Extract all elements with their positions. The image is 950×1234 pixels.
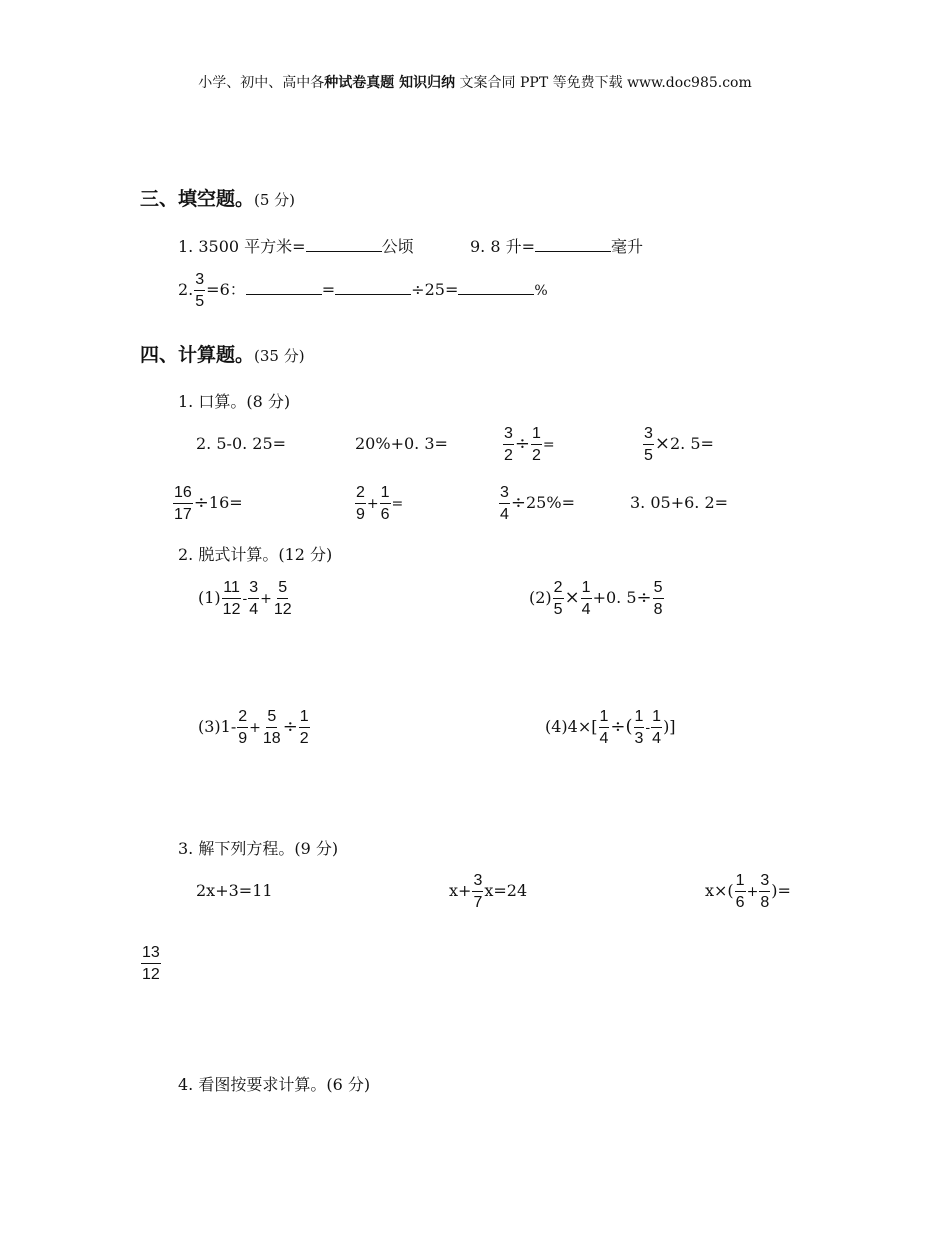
fill2-percent: % [534, 283, 548, 299]
section-4-points: (35 分) [254, 347, 305, 365]
numerator: 3 [759, 871, 770, 892]
fraction [634, 707, 645, 748]
numerator: 1 [599, 707, 610, 728]
label: (1) [198, 588, 221, 607]
lead: 1- [220, 717, 237, 736]
equals: = [542, 437, 555, 453]
fill1-text-d: 毫升 [611, 237, 644, 256]
fill2-blank-1[interactable] [246, 280, 322, 295]
oral-q7 [498, 483, 575, 524]
numerator: 3 [503, 424, 514, 445]
numerator: 5 [277, 578, 288, 599]
lead: x+ [449, 881, 472, 900]
fraction [222, 578, 242, 619]
numerator: 1 [380, 483, 391, 504]
denominator: 18 [262, 730, 281, 747]
numerator: 1 [634, 707, 645, 728]
numerator: 16 [173, 483, 193, 504]
fill-question-1b [470, 234, 643, 257]
operator: - [242, 591, 248, 607]
fill-question-2 [178, 270, 548, 311]
denominator: 4 [249, 601, 259, 618]
fill2-blank-2[interactable] [335, 280, 411, 295]
equation-3 [705, 871, 791, 912]
fraction [735, 871, 746, 912]
numerator: 1 [299, 707, 310, 728]
denominator: 12 [142, 966, 160, 983]
oral-q5 [172, 483, 243, 524]
fill-question-1 [178, 234, 414, 257]
fraction [299, 707, 310, 748]
page-header [0, 72, 950, 92]
header-text-2: 种试卷真题 知识归纳 [324, 75, 456, 91]
oral-q4 [642, 424, 714, 465]
denominator: 3 [634, 730, 644, 747]
equations-title: 3. 解下列方程。(9 分) [178, 839, 339, 858]
fraction [643, 424, 654, 465]
denominator: 6 [380, 506, 390, 523]
fill2-blank-3[interactable] [458, 280, 534, 295]
figure-title: 4. 看图按要求计算。(6 分) [178, 1075, 371, 1094]
fraction [499, 483, 510, 524]
fill2-fraction [194, 270, 205, 311]
numerator: 2 [355, 483, 366, 504]
fill1-text-a: 1. 3500 平方米= [178, 237, 306, 256]
rest: 16= [208, 493, 243, 512]
oral-title: 1. 口算。(8 分) [178, 392, 291, 411]
detailed-title: 2. 脱式计算。(12 分) [178, 545, 333, 564]
numerator: 3 [248, 578, 259, 599]
numerator: 3 [472, 871, 483, 892]
denominator: 4 [500, 506, 509, 523]
denominator: 7 [473, 894, 483, 911]
fill2-div: ÷25= [411, 280, 459, 299]
numerator: 11 [222, 578, 241, 599]
tail: )] [663, 717, 676, 736]
section-3-title: 三、填空题。 [140, 188, 255, 210]
operator: ÷ [514, 433, 530, 454]
fraction [141, 943, 161, 984]
fraction [599, 707, 610, 748]
denominator: 5 [553, 601, 563, 618]
equation-2 [449, 871, 527, 912]
fraction [355, 483, 366, 524]
fraction [503, 424, 514, 465]
fraction [472, 871, 483, 912]
header-text-3: 文案合同 PPT 等免费下载 www.doc985.com [455, 75, 752, 91]
operator: ÷ [510, 492, 526, 513]
label: (2) [529, 588, 552, 607]
operator: ÷ [282, 716, 298, 737]
fraction [173, 483, 193, 524]
oral-q2: 20%+0. 3= [355, 434, 448, 453]
numerator: 3 [499, 483, 510, 504]
fraction [273, 578, 293, 619]
denominator: 4 [652, 730, 662, 747]
numerator: 2 [237, 707, 248, 728]
fill1-blank-2[interactable] [535, 237, 611, 252]
equation-1: 2x+3=11 [196, 881, 273, 900]
denominator: 2 [532, 447, 541, 464]
operator: + [260, 591, 272, 607]
denominator: 8 [760, 894, 770, 911]
header-text-1: 小学、初中、高中各 [198, 75, 325, 91]
tail: )= [771, 881, 791, 900]
numerator: 5 [653, 578, 664, 599]
operator: + [249, 720, 261, 736]
denominator: 9 [356, 506, 365, 523]
fill1-blank-1[interactable] [306, 237, 382, 252]
denominator: 9 [238, 730, 248, 747]
fraction [759, 871, 770, 912]
denominator: 12 [222, 601, 241, 618]
numerator: 1 [531, 424, 542, 445]
denominator: 5 [195, 293, 205, 310]
numerator: 3 [643, 424, 654, 445]
denominator: 5 [644, 447, 653, 464]
denominator: 17 [174, 506, 192, 523]
rest: 25%= [526, 493, 575, 512]
fraction [248, 578, 259, 619]
fraction [651, 707, 662, 748]
fraction [237, 707, 248, 748]
fraction [581, 578, 592, 619]
fill2-prefix: 2. [178, 280, 194, 299]
numerator: 1 [651, 707, 662, 728]
fill1-text-b: 公顷 [381, 237, 414, 256]
label: (4) [545, 717, 568, 736]
rest: 2. 5= [670, 434, 714, 453]
operator: ÷( [610, 716, 633, 737]
denominator: 6 [735, 894, 745, 911]
section-4-title: 四、计算题。 [140, 344, 255, 366]
detailed-p3 [198, 707, 311, 748]
numerator: 3 [194, 270, 205, 291]
operator: × [654, 433, 670, 454]
middle: +0. 5 [592, 588, 637, 607]
operator: ÷ [193, 492, 209, 513]
lead: x×( [705, 881, 734, 900]
oral-q6 [354, 483, 403, 524]
denominator: 4 [599, 730, 609, 747]
fraction [531, 424, 542, 465]
operator: - [645, 720, 651, 736]
equation-3-rhs [140, 943, 162, 984]
section-4-heading [140, 340, 305, 367]
lead: 4×[ [567, 717, 598, 736]
section-3-points: (5 分) [254, 191, 296, 209]
numerator: 1 [581, 578, 592, 599]
numerator: 13 [141, 943, 161, 964]
label: (3) [198, 717, 221, 736]
denominator: 12 [273, 601, 292, 618]
denominator: 8 [653, 601, 663, 618]
fraction [262, 707, 282, 748]
operator: ÷ [636, 587, 652, 608]
section-3-heading [140, 184, 295, 211]
denominator: 2 [504, 447, 513, 464]
fraction [653, 578, 664, 619]
denominator: 4 [581, 601, 591, 618]
tail: x=24 [484, 881, 528, 900]
equals: = [391, 496, 404, 512]
detailed-p4 [545, 707, 676, 748]
oral-q8: 3. 05+6. 2= [630, 493, 729, 512]
numerator: 1 [735, 871, 746, 892]
fraction [553, 578, 564, 619]
operator: + [746, 884, 759, 900]
fraction [380, 483, 391, 524]
numerator: 5 [266, 707, 277, 728]
fill1-text-c: 9. 8 升= [470, 237, 536, 256]
denominator: 2 [299, 730, 309, 747]
detailed-p1 [198, 578, 294, 619]
numerator: 2 [553, 578, 564, 599]
fill2-eq: = [321, 280, 336, 299]
oral-q3 [502, 424, 555, 465]
detailed-p2 [529, 578, 665, 619]
operator: × [564, 587, 580, 608]
operator: + [366, 496, 379, 512]
oral-q1: 2. 5-0. 25= [196, 434, 287, 453]
fill2-ratio: =6： [206, 280, 246, 299]
